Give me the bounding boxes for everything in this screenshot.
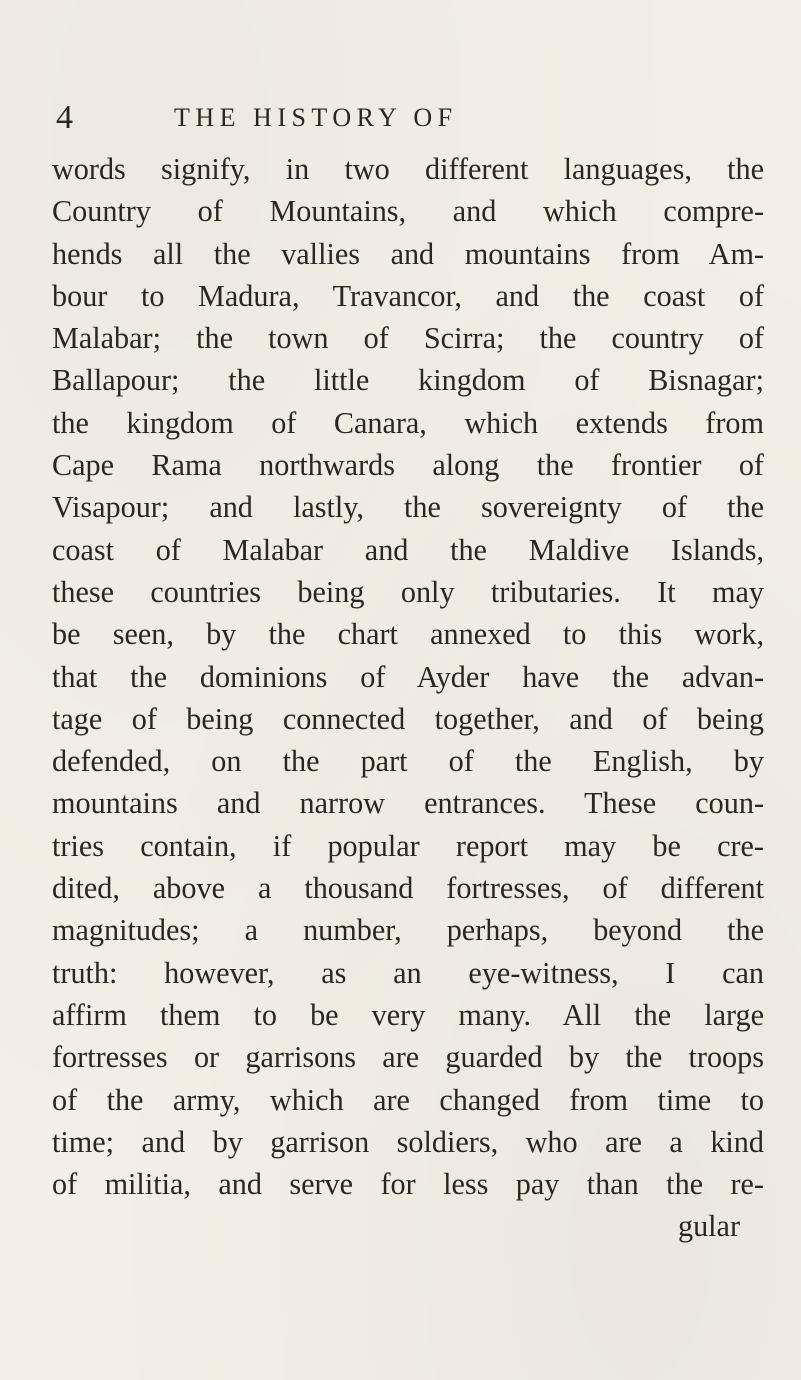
- text-line: words signify, in two different languages, the: [52, 152, 764, 186]
- text-line: Ballapour; the little kingdom of Bisnagar;: [52, 363, 764, 398]
- text-line: defended, on the part of the English, by: [52, 744, 764, 779]
- text-line: bour to Madura, Travancor, and the coast of: [52, 278, 764, 313]
- text-line: mountains and narrow entrances. These coun-: [52, 786, 764, 821]
- text-line: of the army, which are changed from time to: [52, 1082, 764, 1117]
- text-line: fortresses or garrisons are guarded by the troops: [52, 1040, 764, 1075]
- text-line: be seen, by the chart annexed to this work,: [52, 617, 764, 652]
- text-line: Malabar; the town of Scirra; the country of: [52, 321, 764, 356]
- text-line: tries contain, if popular report may be cre-: [52, 828, 764, 863]
- text-line: tage of being connected together, and of being: [52, 701, 764, 736]
- text-line: time; and by garrison soldiers, who are a kind: [52, 1124, 764, 1159]
- text-line: affirm them to be very many. All the large: [52, 997, 764, 1032]
- text-line: dited, above a thousand fortresses, of different: [52, 871, 764, 906]
- text-line: magnitudes; a number, perhaps, beyond the: [52, 913, 764, 948]
- text-line: hends all the vallies and mountains from Am-: [52, 236, 764, 271]
- page-number: 4: [56, 99, 73, 136]
- text-line: these countries being only tributaries. It may: [52, 574, 764, 609]
- text-line: truth: however, as an eye-witness, I can: [52, 955, 764, 990]
- catchword: gular: [677, 1209, 740, 1244]
- text-line: Visapour; and lastly, the sovereignty of the: [52, 490, 764, 525]
- text-line: that the dominions of Ayder have the advan-: [52, 659, 764, 694]
- text-line: coast of Malabar and the Maldive Islands,: [52, 532, 764, 567]
- text-line: of militia, and serve for less pay than the re-: [52, 1167, 764, 1202]
- text-line: the kingdom of Canara, which extends from: [52, 405, 764, 440]
- text-line: Cape Rama northwards along the frontier of: [52, 448, 764, 483]
- text-line: Country of Mountains, and which compre-: [52, 194, 764, 229]
- body-text: [52, 148, 764, 1248]
- running-title: THE HISTORY OF: [174, 103, 458, 132]
- running-head: [56, 98, 696, 138]
